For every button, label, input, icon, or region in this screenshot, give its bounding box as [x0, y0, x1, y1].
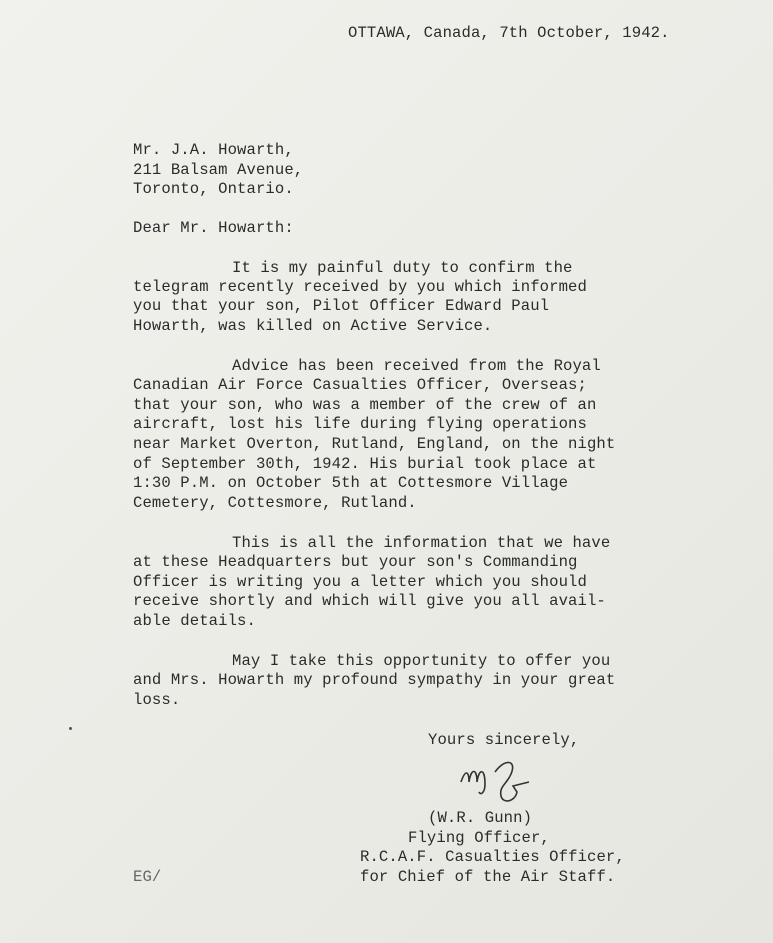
closing: Yours sincerely, — [428, 731, 580, 749]
text-line: at these Headquarters but your son's Commanding — [133, 553, 578, 571]
address-line: 211 Balsam Avenue, — [133, 161, 304, 179]
text-line: that your son, who was a member of the crew of an — [133, 396, 597, 414]
date-line: OTTAWA, Canada, 7th October, 1942. — [348, 24, 670, 42]
text-line: Cemetery, Cottesmore, Rutland. — [133, 494, 417, 512]
signatory-rank: Flying Officer, — [408, 829, 550, 847]
text-line: 1:30 P.M. on October 5th at Cottesmore Village — [133, 474, 569, 492]
signatory-title: R.C.A.F. Casualties Officer, — [360, 848, 625, 866]
text-line: Canadian Air Force Casualties Officer, Overseas; — [133, 376, 587, 394]
text-line: This is all the information that we have — [232, 534, 611, 552]
signatory-name: (W.R. Gunn) — [428, 809, 533, 827]
signatory-office: for Chief of the Air Staff. — [360, 868, 616, 886]
reference-initials: EG/ — [133, 868, 162, 886]
text-line: It is my painful duty to confirm the — [232, 259, 573, 277]
text-line: receive shortly and which will give you all avail- — [133, 592, 606, 610]
salutation: Dear Mr. Howarth: — [133, 219, 294, 237]
text-line: aircraft, lost his life during flying operations — [133, 415, 587, 433]
text-line: Officer is writing you a letter which you should — [133, 573, 587, 591]
address-line: Toronto, Ontario. — [133, 180, 294, 198]
text-line: able details. — [133, 612, 256, 630]
text-line: Howarth, was killed on Active Service. — [133, 317, 493, 335]
text-line: Advice has been received from the Royal — [232, 357, 601, 375]
text-line: telegram recently received by you which informed — [133, 278, 587, 296]
text-line: of September 30th, 1942. His burial took place at — [133, 455, 597, 473]
text-line: you that your son, Pilot Officer Edward Paul — [133, 297, 550, 315]
text-line: and Mrs. Howarth my profound sympathy in your great — [133, 671, 616, 689]
paper-mark — [69, 727, 72, 730]
text-line: May I take this opportunity to offer you — [232, 652, 611, 670]
address-line: Mr. J.A. Howarth, — [133, 141, 294, 159]
text-line: near Market Overton, Rutland, England, on the night — [133, 435, 616, 453]
handwritten-signature — [455, 752, 545, 807]
text-line: loss. — [133, 691, 181, 709]
